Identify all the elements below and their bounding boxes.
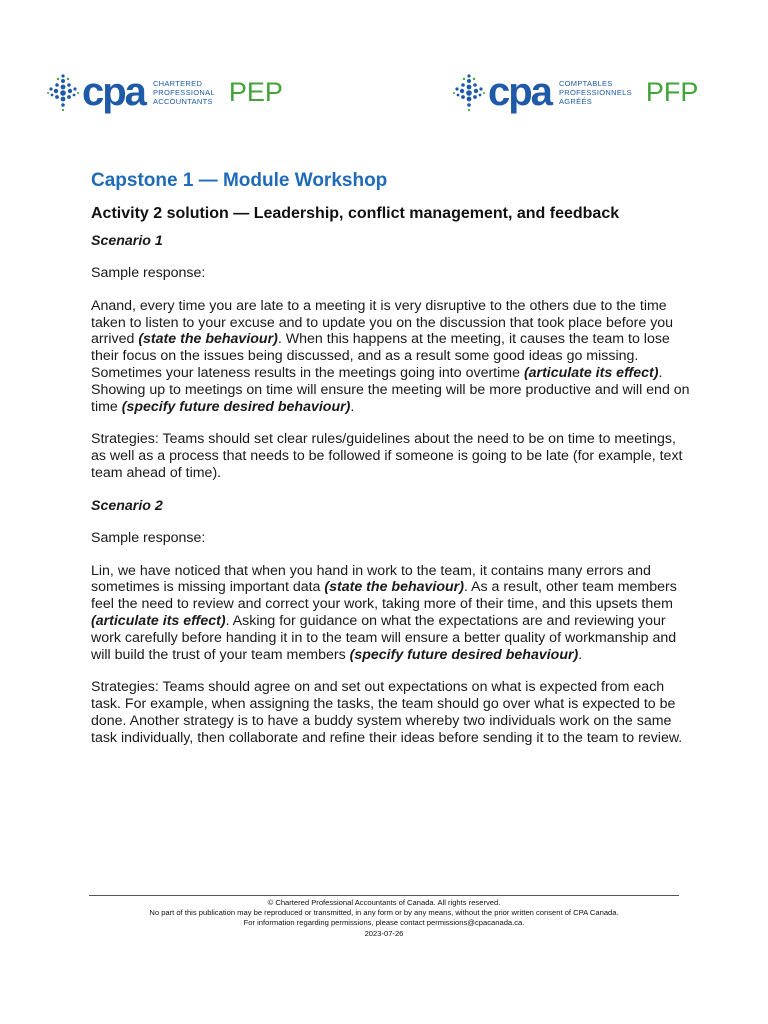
permissions-contact: For information regarding permissions, please contact permissions@cpacanada.ca. [243, 918, 525, 928]
cpa-logo-french [452, 72, 698, 112]
scenario-2-strategies: Strategies: Teams should agree on and set out expectations on what is expected from each task. For example, when assigning the tasks, the team should go over what is expected to be done. Another strategy is to have a buddy system whereby two individuals work on the same task individually, then collaborate and refine their ideas before sending it to the team to review. [91, 679, 683, 746]
document-body [91, 170, 691, 763]
maple-leaf-icon [46, 72, 80, 112]
program-name-pep: PEP [228, 76, 283, 107]
document-title: Capstone 1 — Module Workshop [91, 170, 388, 191]
page-footer [89, 895, 679, 939]
cpa-logo-english [46, 72, 283, 112]
scenario-2-sample-label: Sample response: [91, 529, 206, 546]
scenario-1-sample-label: Sample response: [91, 265, 206, 281]
publication-date: 2023-07-26 [364, 928, 404, 938]
scenario-2-response: Lin, we have noticed that when you hand in work to the team, it contains many errors and sometimes is missing important data (state the behaviour). As a result, other team members feel the need to review and correct your work, taking more of their time, and this upsets them (articulate its effect). Asking for guidance on what the expectations are and reviewing your work carefully before handing it in to the team will ensure a better quality of workmanship and will build the trust of your team members (specify future desired behaviour). [91, 562, 677, 663]
scenario-1-strategies: Strategies: Teams should set clear rules/guidelines about the need to be on time to meetings, as well as a process that needs to be followed if someone is going to be late (for example, text team ahead of time). [91, 431, 683, 481]
cpa-wordmark: cpa [82, 70, 145, 114]
logo-tagline: CHARTERED PROFESSIONAL ACCOUNTANTS [152, 78, 215, 106]
scenario-1-heading: Scenario 1 [91, 233, 163, 249]
maple-leaf-icon [452, 72, 486, 112]
logo-tagline: COMPTABLES PROFESSIONNELS AGRÉÉS [558, 78, 632, 106]
scenario-2-heading: Scenario 2 [91, 497, 163, 514]
document-subtitle: Activity 2 solution — Leadership, conflict management, and feedback [91, 205, 620, 222]
scenario-1-response: Anand, every time you are late to a meeting it is very disruptive to the others due to the time taken to listen to your excuse and to update you on the discussion that took place before you arrived (state the behaviour). When this happens at the meeting, it causes the team to lose their focus on the issues being discussed, and as a result some good ideas go missing. Sometimes your lateness results in the meetings going into overtime (articulate its effect). Showing up to meetings on time will ensure the meeting will be more productive and will end on time (specify future desired behaviour). [91, 297, 690, 415]
cpa-wordmark: cpa [488, 70, 551, 114]
reproduction-notice: No part of this publication may be reproduced or transmitted, in any form or by any means, without the prior written consent of CPA Canada. [149, 908, 619, 918]
copyright-line: © Chartered Professional Accountants of Canada. All rights reserved. [267, 898, 501, 907]
program-name-pfp: PFP [645, 76, 699, 107]
